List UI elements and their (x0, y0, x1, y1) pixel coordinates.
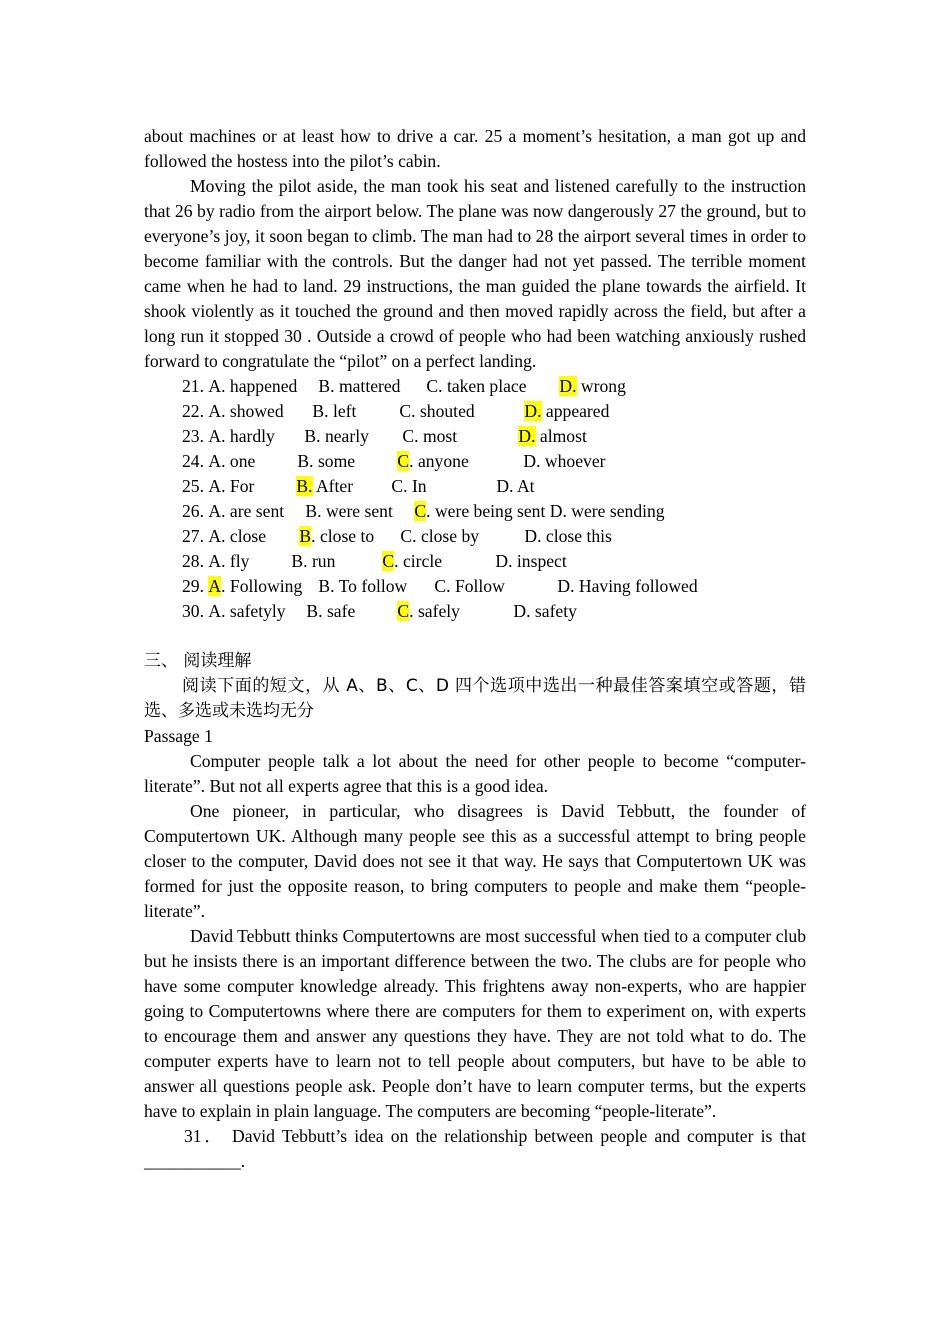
option-a: A. one (208, 451, 256, 471)
option-b: B. mattered (318, 376, 401, 396)
passage-title: Passage 1 (144, 726, 213, 746)
question-27 (144, 524, 806, 549)
option-c: C. shouted (399, 401, 475, 421)
question-30 (144, 599, 806, 624)
option-c: C. Follow (434, 576, 505, 596)
option-a: A. fly (208, 551, 250, 571)
option-a: A. close (208, 526, 267, 546)
question-number: 28. (182, 551, 204, 571)
option-c-correct: C. circle (382, 551, 443, 571)
option-c: C. most (402, 426, 458, 446)
option-c-correct: C. safely (397, 601, 460, 621)
option-c-correct: C. anyone (397, 451, 469, 471)
option-a: A. are sent (208, 501, 285, 521)
answer-highlight: C (397, 451, 410, 471)
question-number: 24. (182, 451, 204, 471)
question-25 (144, 474, 806, 499)
question-number: 22. (182, 401, 204, 421)
question-list (144, 374, 806, 624)
option-b: B. some (297, 451, 356, 471)
option-a: A. happened (208, 376, 298, 396)
section-heading: 三、 阅读理解 (144, 651, 252, 671)
option-a: A. showed (208, 401, 284, 421)
option-d: D. were sending (549, 501, 665, 521)
option-d: D. Having followed (557, 576, 698, 596)
option-c: C. close by (400, 526, 480, 546)
option-b-correct: B. After (296, 476, 354, 496)
question-number: 21. (182, 376, 204, 396)
question-number: 26. (182, 501, 204, 521)
question-number: 27. (182, 526, 204, 546)
option-b: B. were sent (305, 501, 393, 521)
question-number: 23. (182, 426, 204, 446)
answer-highlight: D. (518, 426, 536, 446)
passage-paragraph: Computer people talk a lot about the need for other people to become “computer-literate”. But not all experts agree that this is a good idea. (144, 751, 806, 796)
question-22 (144, 399, 806, 424)
question-number: 30. (182, 601, 204, 621)
paragraph-story: Moving the pilot aside, the man took his seat and listened carefully to the instruction that 26 by radio from the airport below. The plane was now dangerously 27 the ground, but to everyone’s joy, it soon began to climb. The man had to 28 the airport several times in order to become familiar with the controls. But the danger had not yet passed. The terrible moment came when he had to land. 29 instructions, the man guided the plane towards the airfield. It shook violently as it touched the ground and then moved rapidly across the field, but after a long run it stopped 30 . Outside a crowd of people who had been watching anxiously rushed forward to congratulate the “pilot” on a perfect landing. (144, 176, 806, 371)
answer-highlight: C (382, 551, 395, 571)
option-b: B. To follow (318, 576, 408, 596)
option-d: D. whoever (523, 451, 606, 471)
passage-paragraph: David Tebbutt thinks Computertowns are most successful when tied to a computer club but he insists there is an important difference between the two. The clubs are for people who have some computer knowledge already. This frightens away non-experts, who are happier going to Computertowns where there are computers for them to experiment on, with experts to encourage them and answer any questions they have. They are not told what to do. The computer experts have to learn not to tell people about computers, but have to be able to answer all questions people ask. People don’t have to learn computer terms, but the experts have to explain in plain language. The computers are becoming “people-literate”. (144, 926, 806, 1121)
answer-highlight: D. (559, 376, 577, 396)
question-28 (144, 549, 806, 574)
document-page (144, 124, 806, 1174)
option-a: A. hardly (208, 426, 275, 446)
question-26 (144, 499, 806, 524)
answer-highlight: C (397, 601, 410, 621)
option-d-correct: D. wrong (559, 376, 626, 396)
answer-highlight: C (414, 501, 427, 521)
option-a: A. For (208, 476, 255, 496)
question-number: 29. (182, 576, 204, 596)
question-29 (144, 574, 806, 599)
option-d: D. At (496, 476, 535, 496)
option-b: B. nearly (304, 426, 369, 446)
option-b: B. safe (306, 601, 356, 621)
option-b-correct: B. close to (299, 526, 375, 546)
option-c-correct: C. were being sent (414, 501, 546, 521)
question-21 (144, 374, 806, 399)
option-b: B. run (291, 551, 336, 571)
option-d: D. inspect (495, 551, 567, 571)
paragraph-continuation: about machines or at least how to drive a car. 25 a moment’s hesitation, a man got up and followed the hostess into the pilot’s cabin. (144, 126, 806, 171)
question-31: 31． David Tebbutt’s idea on the relationship between people and computer is that ___________. (144, 1126, 806, 1171)
option-c: C. taken place (426, 376, 527, 396)
question-number: 25. (182, 476, 204, 496)
passage-paragraph: One pioneer, in particular, who disagrees is David Tebbutt, the founder of Computertown UK. Although many people see this as a successful attempt to bring people closer to the computer, David does not see it that way. He says that Computertown UK was formed for just the opposite reason, to bring computers to people and make them “people-literate”. (144, 801, 806, 921)
option-d-correct: D. almost (518, 426, 587, 446)
option-d-correct: D. appeared (524, 401, 610, 421)
option-a-correct: A. Following (208, 576, 303, 596)
spacer (144, 624, 806, 649)
option-b: B. left (312, 401, 357, 421)
option-c: C. In (391, 476, 427, 496)
answer-highlight: B. (296, 476, 313, 496)
answer-highlight: D. (524, 401, 542, 421)
section-instruction: 阅读下面的短文，从 A、B、C、D 四个选项中选出一种最佳答案填空或答题，错选、多选或未选均无分 (144, 676, 806, 721)
option-d: D. safety (513, 601, 577, 621)
question-24 (144, 449, 806, 474)
question-23 (144, 424, 806, 449)
answer-highlight: A (208, 576, 222, 596)
answer-highlight: B (299, 526, 312, 546)
option-d: D. close this (524, 526, 612, 546)
option-a: A. safetyly (208, 601, 286, 621)
